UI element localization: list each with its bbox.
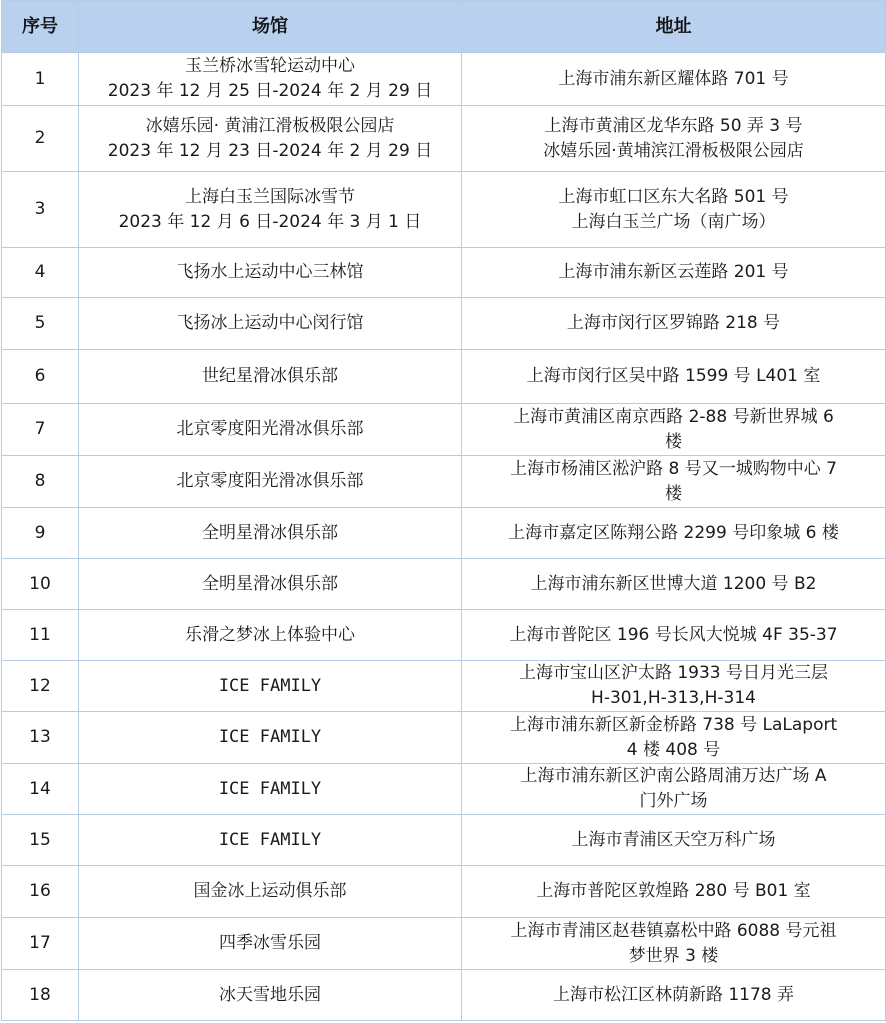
cell-no: 7 xyxy=(2,404,79,456)
cell-address: 上海市虹口区东大名路 501 号 上海白玉兰广场（南广场） xyxy=(462,172,886,248)
cell-address: 上海市黄浦区龙华东路 50 弄 3 号 冰嬉乐园·黄埔滨江滑板极限公园店 xyxy=(462,106,886,172)
table-row xyxy=(2,404,886,456)
header-no: 序号 xyxy=(2,1,79,53)
cell-address: 上海市浦东新区耀体路 701 号 xyxy=(462,53,886,106)
cell-venue: ICE FAMILY xyxy=(79,815,462,866)
cell-venue: 全明星滑冰俱乐部 xyxy=(79,508,462,559)
header-address: 地址 xyxy=(462,1,886,53)
table-row xyxy=(2,248,886,298)
cell-address: 上海市浦东新区沪南公路周浦万达广场 A 门外广场 xyxy=(462,764,886,815)
cell-address: 上海市普陀区 196 号长风大悦城 4F 35-37 xyxy=(462,610,886,661)
venue-table xyxy=(1,0,886,1021)
table-row xyxy=(2,661,886,712)
cell-venue: 冰天雪地乐园 xyxy=(79,970,462,1021)
cell-no: 8 xyxy=(2,456,79,508)
cell-no: 6 xyxy=(2,350,79,404)
cell-no: 4 xyxy=(2,248,79,298)
cell-venue: ICE FAMILY xyxy=(79,764,462,815)
cell-venue: 全明星滑冰俱乐部 xyxy=(79,559,462,610)
cell-no: 15 xyxy=(2,815,79,866)
cell-no: 10 xyxy=(2,559,79,610)
cell-venue: 冰嬉乐园· 黄浦江滑板极限公园店 2023 年 12 月 23 日-2024 年 2 月 29 日 xyxy=(79,106,462,172)
cell-address: 上海市青浦区赵巷镇嘉松中路 6088 号元祖 梦世界 3 楼 xyxy=(462,918,886,970)
cell-venue: 北京零度阳光滑冰俱乐部 xyxy=(79,404,462,456)
cell-address: 上海市青浦区天空万科广场 xyxy=(462,815,886,866)
cell-no: 14 xyxy=(2,764,79,815)
cell-venue: 飞扬冰上运动中心闵行馆 xyxy=(79,298,462,350)
header-row xyxy=(2,1,886,53)
table-row xyxy=(2,712,886,764)
cell-no: 1 xyxy=(2,53,79,106)
cell-venue: 玉兰桥冰雪轮运动中心 2023 年 12 月 25 日-2024 年 2 月 29 日 xyxy=(79,53,462,106)
table-row xyxy=(2,918,886,970)
cell-no: 5 xyxy=(2,298,79,350)
cell-venue: 世纪星滑冰俱乐部 xyxy=(79,350,462,404)
cell-address: 上海市普陀区敦煌路 280 号 B01 室 xyxy=(462,866,886,918)
cell-no: 11 xyxy=(2,610,79,661)
cell-venue: 上海白玉兰国际冰雪节 2023 年 12 月 6 日-2024 年 3 月 1 日 xyxy=(79,172,462,248)
cell-no: 2 xyxy=(2,106,79,172)
table-row xyxy=(2,456,886,508)
cell-no: 17 xyxy=(2,918,79,970)
table-row xyxy=(2,350,886,404)
cell-address: 上海市宝山区沪太路 1933 号日月光三层 H-301,H-313,H-314 xyxy=(462,661,886,712)
table-row xyxy=(2,298,886,350)
table-row xyxy=(2,970,886,1021)
cell-address: 上海市浦东新区新金桥路 738 号 LaLaport 4 楼 408 号 xyxy=(462,712,886,764)
table-row xyxy=(2,866,886,918)
cell-venue: 国金冰上运动俱乐部 xyxy=(79,866,462,918)
cell-no: 18 xyxy=(2,970,79,1021)
cell-address: 上海市杨浦区淞沪路 8 号又一城购物中心 7 楼 xyxy=(462,456,886,508)
cell-venue: 四季冰雪乐园 xyxy=(79,918,462,970)
table-body xyxy=(2,53,886,1021)
cell-no: 3 xyxy=(2,172,79,248)
cell-no: 13 xyxy=(2,712,79,764)
table-row xyxy=(2,610,886,661)
cell-address: 上海市闵行区吴中路 1599 号 L401 室 xyxy=(462,350,886,404)
cell-address: 上海市闵行区罗锦路 218 号 xyxy=(462,298,886,350)
table-row xyxy=(2,106,886,172)
table-row xyxy=(2,172,886,248)
cell-address: 上海市黄浦区南京西路 2-88 号新世界城 6 楼 xyxy=(462,404,886,456)
cell-no: 9 xyxy=(2,508,79,559)
cell-venue: 飞扬水上运动中心三林馆 xyxy=(79,248,462,298)
cell-venue: ICE FAMILY xyxy=(79,712,462,764)
cell-address: 上海市松江区林荫新路 1178 弄 xyxy=(462,970,886,1021)
cell-address: 上海市嘉定区陈翔公路 2299 号印象城 6 楼 xyxy=(462,508,886,559)
table-row xyxy=(2,815,886,866)
cell-venue: ICE FAMILY xyxy=(79,661,462,712)
table-row xyxy=(2,764,886,815)
table-row xyxy=(2,508,886,559)
cell-venue: 北京零度阳光滑冰俱乐部 xyxy=(79,456,462,508)
table-row xyxy=(2,53,886,106)
cell-address: 上海市浦东新区世博大道 1200 号 B2 xyxy=(462,559,886,610)
cell-venue: 乐滑之梦冰上体验中心 xyxy=(79,610,462,661)
cell-no: 16 xyxy=(2,866,79,918)
cell-no: 12 xyxy=(2,661,79,712)
header-venue: 场馆 xyxy=(79,1,462,53)
table-row xyxy=(2,559,886,610)
cell-address: 上海市浦东新区云莲路 201 号 xyxy=(462,248,886,298)
